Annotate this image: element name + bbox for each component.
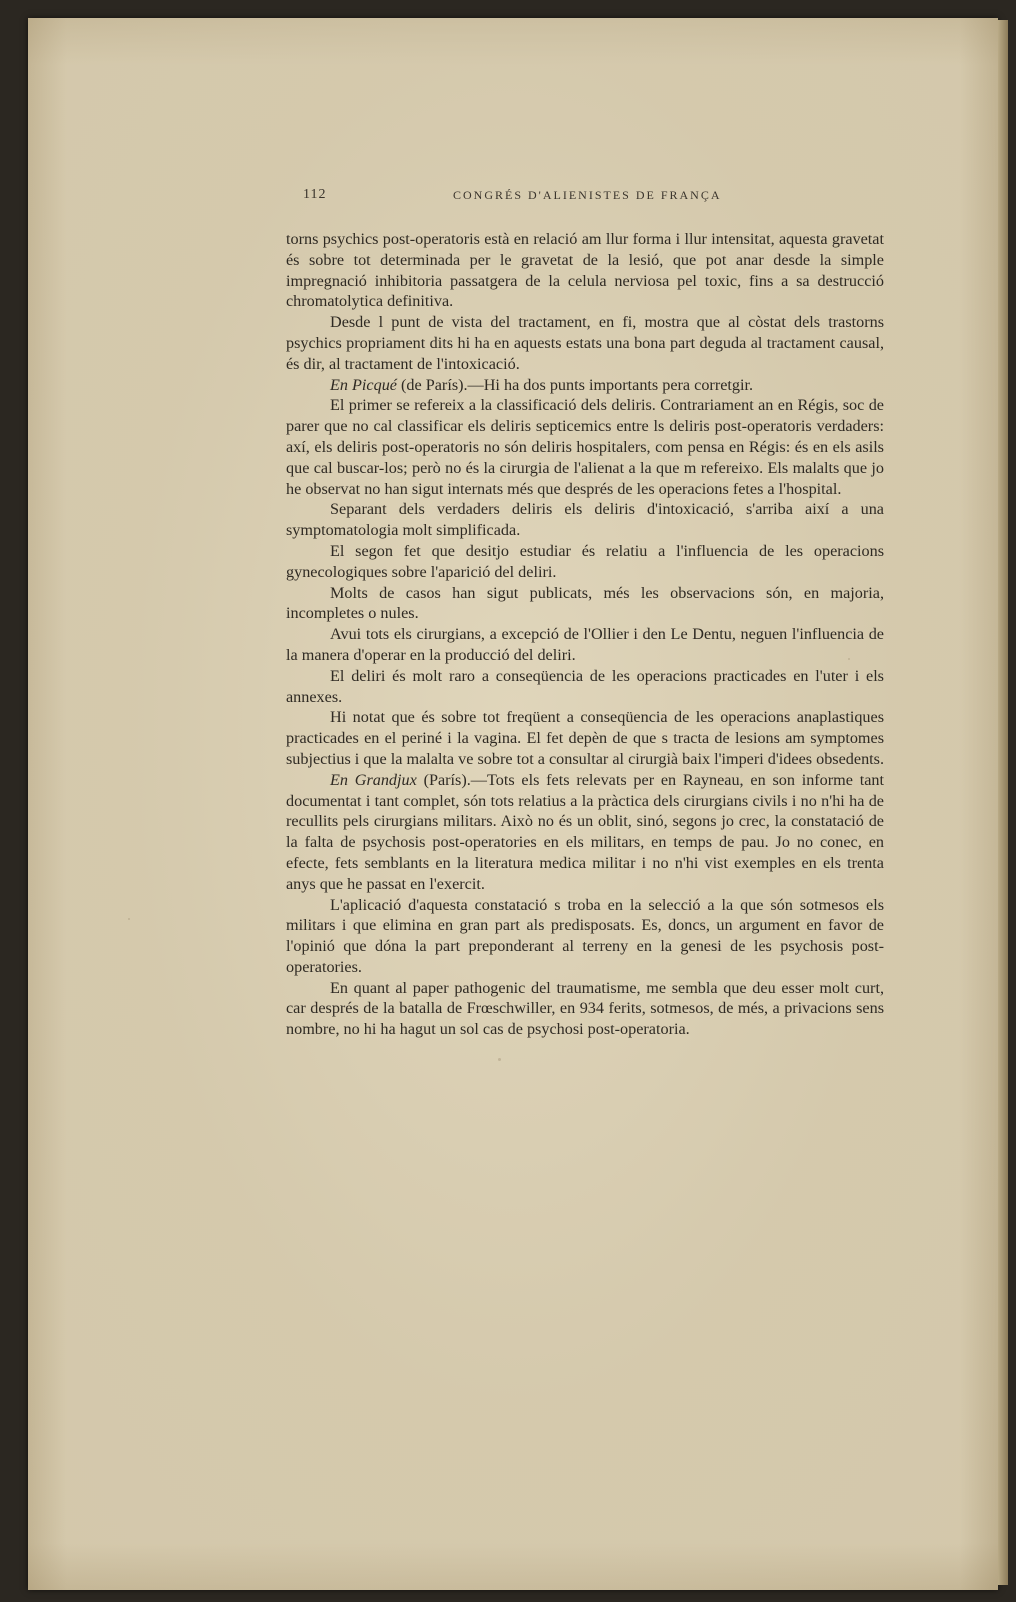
paragraph-text: Avui tots els cirurgians, a excepció de l'Ollier i den Le Dentu, neguen l'influencia de la manera d'operar en la producció del deliri. xyxy=(286,625,884,664)
paragraph xyxy=(286,395,884,499)
page-header xyxy=(303,187,863,207)
paragraph xyxy=(286,624,884,666)
paragraph xyxy=(286,666,884,708)
paragraph xyxy=(286,499,884,541)
paper-speck xyxy=(128,918,130,920)
paragraph-text: Hi notat que és sobre tot freqüent a conseqüencia de les operacions anaplastiques practicades en el periné i la vagina. El fet depèn de que s tracta de lesions am symptomes subjectius i que la malalta ve sobre tot a consultar al cirurgià baix l'imperi d'idees obsedents. xyxy=(286,708,885,768)
paragraph-text: Desde l punt de vista del tractament, en fi, mostra que al còstat dels trastorns psychics propriament dits hi ha en aquests estats una bona part deguda al tractament causal, és dir, al tractament de l'intoxicació. xyxy=(286,313,884,373)
paragraph xyxy=(286,978,884,1040)
page-edge xyxy=(998,20,1008,1585)
paragraph-text: En quant al paper pathogenic del traumatisme, me sembla que deu esser molt curt, car després de la batalla de Frœschwiller, en 934 ferits, sotmesos, de més, a privacions sens nombre, no hi ha hagut un sol cas de psychosi post-operatoria. xyxy=(286,978,884,1039)
page-number: 112 xyxy=(303,187,327,202)
paragraph xyxy=(286,770,884,895)
paragraph xyxy=(286,707,884,769)
paper-speck xyxy=(498,1058,501,1061)
paragraph-text: torns psychics post-operatoris està en relació am llur forma i llur intensitat, aquesta gravetat és sobre tot determinada per le gravetat de la lesió, que pot anar desde la simple impregnació inhibitoria passatgera de la celula nerviosa pel toxic, fins a sa destrucció chromatolytica definitiva. xyxy=(286,230,884,311)
running-title: CONGRÉS D'ALIENISTES DE FRANÇA xyxy=(453,188,722,202)
paragraph-text: (de París).—Hi ha dos punts importants pera corretgir. xyxy=(396,375,754,394)
paragraph xyxy=(286,541,884,583)
paragraph xyxy=(286,583,884,625)
paragraph-text: El deliri és molt raro a conseqüencia de les operacions practicades en l'uter i els annexes. xyxy=(286,666,884,706)
paragraph-text: Separant dels verdaders deliris els deliris d'intoxicació, s'arriba així a una symptomatologia molt simplificada. xyxy=(286,500,884,540)
paragraph-text: (París).—Tots els fets relevats per en Rayneau, en son informe tant documentat i tant complet, són tots relatius a la pràctica dels cirurgians civils i no n'hi ha de recullits pels cirurgians militars. Això no és un oblit, sinó, segons jo crec, la constatació de la falta de psychosis post-operatories en els militars, en temps de pau. Jo no conec, en efecte, fets semblants en la literatura medica militar i no n'hi vist exemples en els trenta anys que he passat en l'exercit. xyxy=(286,770,884,893)
paragraph-text: Molts de casos han sigut publicats, més les observacions són, en majoria, incompletes o nules. xyxy=(286,583,884,623)
body-text xyxy=(286,229,884,1040)
speaker-name: En Grandjux xyxy=(330,770,417,789)
paragraph-text: L'aplicació d'aquesta constatació s troba en la selecció a la que són sotmesos els militars i que elimina en gran part als predisposats. Es, doncs, un argument en favor de l'opinió que dóna la part preponderant al terreny en la genesi de les psychosis post-operatories. xyxy=(286,895,884,976)
paragraph-text: El segon fet que desitjo estudiar és relatiu a l'influencia de les operacions gynecologiques sobre l'aparició del deliri. xyxy=(286,541,884,581)
paragraph xyxy=(286,895,884,978)
paragraph xyxy=(286,312,884,374)
paragraph xyxy=(286,229,884,312)
speaker-name: En Picqué xyxy=(330,375,397,394)
paragraph xyxy=(286,375,884,396)
paragraph-text: El primer se refereix a la classificació dels deliris. Contrariament an en Régis, soc de parer que no cal classificar els deliris septicemics entre ls deliris post-operatoris verdaders: axí, els deliris post-operatoris no són deliris hospitalers, com pensa en Régis: és en els asils que cal buscar-los; però no és la cirurgia de l'alienat a la que m refereixo. Els malalts que jo he observat no han sigut internats més que després de les operacions fetes a l'hospital. xyxy=(286,396,884,498)
